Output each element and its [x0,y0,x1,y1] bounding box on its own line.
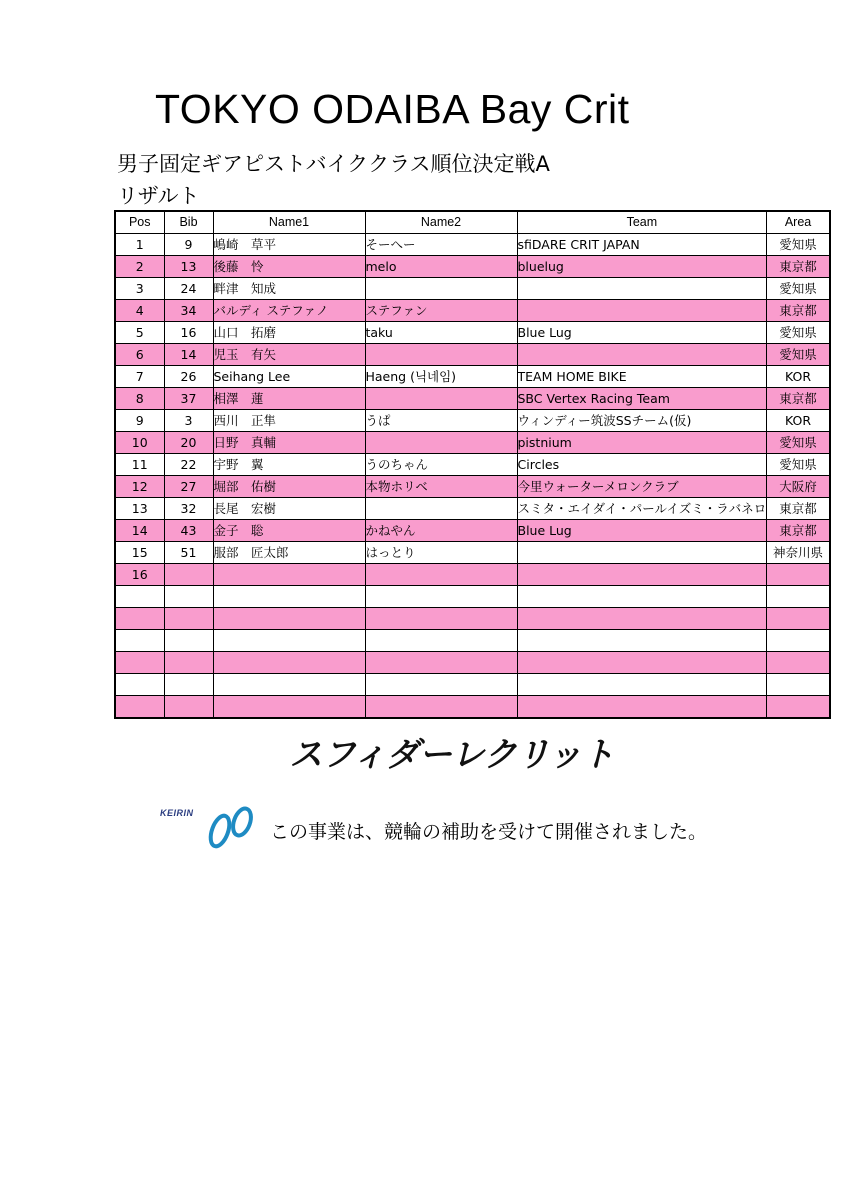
cell-pos: 7 [115,366,164,388]
cell-bib: 22 [164,454,213,476]
table-row [115,366,830,388]
table-row [115,608,830,630]
cell-name1 [213,608,365,630]
cell-name1: 児玉 有矢 [213,344,365,366]
cell-area [767,674,830,696]
cell-bib [164,586,213,608]
cell-name2 [365,652,517,674]
cell-pos: 6 [115,344,164,366]
cell-bib: 14 [164,344,213,366]
cell-name1: 後藤 怜 [213,256,365,278]
cell-team [517,542,767,564]
cell-pos: 9 [115,410,164,432]
cell-bib [164,564,213,586]
table-row [115,476,830,498]
cell-area: KOR [767,366,830,388]
cell-bib: 3 [164,410,213,432]
table-row [115,674,830,696]
table-row [115,564,830,586]
cell-name2 [365,432,517,454]
cell-pos: 2 [115,256,164,278]
cell-pos: 1 [115,234,164,256]
cell-area: 愛知県 [767,322,830,344]
cell-team [517,630,767,652]
cell-area [767,608,830,630]
cell-name1: 宇野 翼 [213,454,365,476]
column-header-name1: Name1 [213,211,365,234]
cell-bib: 51 [164,542,213,564]
cell-pos: 16 [115,564,164,586]
cell-bib: 9 [164,234,213,256]
event-class-title: 男子固定ギアピストバイククラス順位決定戦A [117,152,550,176]
page-title: TOKYO ODAIBA Bay Crit [155,86,630,132]
cell-bib: 13 [164,256,213,278]
keirin-rings-icon [160,800,260,852]
column-header-team: Team [517,211,767,234]
cell-name2 [365,344,517,366]
table-row [115,630,830,652]
cell-area: 愛知県 [767,432,830,454]
cell-pos: 11 [115,454,164,476]
cell-name1: Seihang Lee [213,366,365,388]
cell-bib: 32 [164,498,213,520]
cell-bib [164,652,213,674]
cell-bib [164,630,213,652]
table-row [115,344,830,366]
cell-team [517,652,767,674]
cell-team [517,344,767,366]
cell-area: KOR [767,410,830,432]
cell-area: 東京都 [767,388,830,410]
table-row [115,652,830,674]
cell-name2 [365,586,517,608]
cell-team [517,300,767,322]
cell-team: スミタ・エイダイ・パールイズミ・ラバネロ [517,498,767,520]
cell-area: 愛知県 [767,344,830,366]
cell-name1: 山口 拓磨 [213,322,365,344]
cell-name1 [213,652,365,674]
cell-bib: 24 [164,278,213,300]
column-header-area: Area [767,211,830,234]
cell-name1: 堀部 佑樹 [213,476,365,498]
cell-pos [115,696,164,719]
cell-name1 [213,674,365,696]
cell-name1: 畔津 知成 [213,278,365,300]
cell-team: Blue Lug [517,520,767,542]
keirin-logo [160,800,260,852]
cell-name2: 本物ホリベ [365,476,517,498]
cell-bib: 26 [164,366,213,388]
cell-pos: 3 [115,278,164,300]
table-row [115,696,830,719]
cell-team [517,674,767,696]
column-header-name2: Name2 [365,211,517,234]
cell-pos [115,674,164,696]
cell-name1: 日野 真輔 [213,432,365,454]
table-row [115,520,830,542]
cell-area [767,586,830,608]
cell-area: 愛知県 [767,278,830,300]
cell-area: 愛知県 [767,454,830,476]
cell-bib: 27 [164,476,213,498]
cell-bib: 20 [164,432,213,454]
cell-name2: そーへー [365,234,517,256]
cell-name2 [365,278,517,300]
cell-team: ウィンディー筑波SSチーム(仮) [517,410,767,432]
cell-pos: 14 [115,520,164,542]
cell-team: pistnium [517,432,767,454]
cell-name2 [365,674,517,696]
cell-area: 東京都 [767,520,830,542]
cell-name2: ステファン [365,300,517,322]
cell-bib: 43 [164,520,213,542]
result-heading: リザルト [117,184,200,208]
table-header-row [115,211,830,234]
table-row [115,586,830,608]
cell-team: TEAM HOME BIKE [517,366,767,388]
cell-pos: 5 [115,322,164,344]
cell-pos [115,608,164,630]
table-row [115,278,830,300]
cell-pos: 13 [115,498,164,520]
cell-name1 [213,696,365,719]
cell-area: 大阪府 [767,476,830,498]
cell-name2 [365,564,517,586]
cell-team: 今里ウォーターメロンクラブ [517,476,767,498]
cell-area: 東京都 [767,256,830,278]
cell-team [517,608,767,630]
cell-name2: うのちゃん [365,454,517,476]
cell-name1: バルディ ステファノ [213,300,365,322]
results-body [115,234,830,719]
column-header-pos: Pos [115,211,164,234]
cell-name1: 相澤 蓮 [213,388,365,410]
cell-name2: はっとり [365,542,517,564]
cell-area: 東京都 [767,498,830,520]
cell-name2 [365,498,517,520]
table-row [115,454,830,476]
cell-pos: 15 [115,542,164,564]
sfidare-crit-logo [287,730,617,774]
cell-area [767,630,830,652]
cell-name1: 服部 匠太郎 [213,542,365,564]
column-header-bib: Bib [164,211,213,234]
table-row [115,542,830,564]
cell-name2: taku [365,322,517,344]
cell-name1 [213,586,365,608]
cell-name2 [365,696,517,719]
cell-team: bluelug [517,256,767,278]
cell-name2 [365,630,517,652]
table-row [115,300,830,322]
cell-area [767,652,830,674]
cell-area: 神奈川県 [767,542,830,564]
cell-area [767,696,830,719]
cell-team: sfiDARE CRIT JAPAN [517,234,767,256]
cell-name2 [365,608,517,630]
cell-bib [164,674,213,696]
cell-name2 [365,388,517,410]
cell-name1 [213,630,365,652]
results-table [114,210,831,719]
table-row [115,388,830,410]
cell-bib [164,696,213,719]
cell-pos: 12 [115,476,164,498]
cell-team [517,564,767,586]
cell-name2: Haeng (닉네임) [365,366,517,388]
cell-team: Circles [517,454,767,476]
cell-name1: 金子 聡 [213,520,365,542]
cell-name1: 西川 正隼 [213,410,365,432]
cell-pos: 10 [115,432,164,454]
cell-name2: うぱ [365,410,517,432]
cell-team: Blue Lug [517,322,767,344]
table-row [115,322,830,344]
cell-area [767,564,830,586]
table-row [115,410,830,432]
table-row [115,498,830,520]
cell-bib: 37 [164,388,213,410]
subsidy-note: この事業は、競輪の補助を受けて開催されました。 [270,821,708,843]
cell-name1: 嶋崎 草平 [213,234,365,256]
cell-name2: melo [365,256,517,278]
cell-name1 [213,564,365,586]
keirin-brand: KEIRIN [160,808,194,818]
cell-pos: 4 [115,300,164,322]
cell-team [517,278,767,300]
table-row [115,432,830,454]
cell-area: 愛知県 [767,234,830,256]
logo-text: スフィダーレクリット [289,735,615,774]
cell-pos [115,630,164,652]
table-row [115,256,830,278]
cell-team: SBC Vertex Racing Team [517,388,767,410]
cell-bib: 16 [164,322,213,344]
cell-pos [115,586,164,608]
cell-bib [164,608,213,630]
cell-team [517,696,767,719]
cell-team [517,586,767,608]
cell-area: 東京都 [767,300,830,322]
cell-pos [115,652,164,674]
cell-bib: 34 [164,300,213,322]
cell-name2: かねやん [365,520,517,542]
table-row [115,234,830,256]
cell-pos: 8 [115,388,164,410]
cell-name1: 長尾 宏樹 [213,498,365,520]
